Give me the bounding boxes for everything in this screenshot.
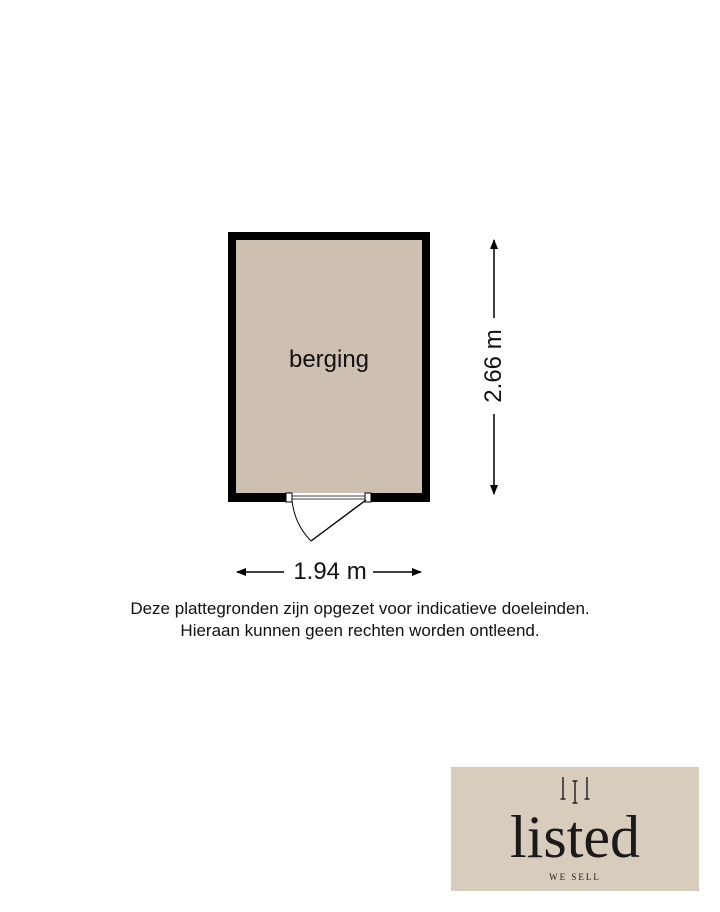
listed-logo: [451, 767, 699, 891]
logo-tagline: WE SELL: [549, 872, 601, 882]
door-leaf: [311, 500, 366, 541]
room-label: berging: [288, 346, 370, 373]
disclaimer: [60, 598, 660, 642]
disclaimer-line-1: Deze plattegronden zijn opgezet voor indicatieve doeleinden.: [130, 599, 590, 618]
height-dimension-label: 2.66 m: [480, 329, 507, 403]
door-swing-arc: [292, 500, 311, 541]
disclaimer-line-2: Hieraan kunnen geen rechten worden ontleend.: [180, 621, 540, 640]
door: [286, 493, 371, 541]
logo-wordmark: listed: [510, 804, 640, 870]
width-dimension-label: 1.94 m: [293, 558, 367, 585]
listed-monogram-icon: [559, 775, 591, 805]
